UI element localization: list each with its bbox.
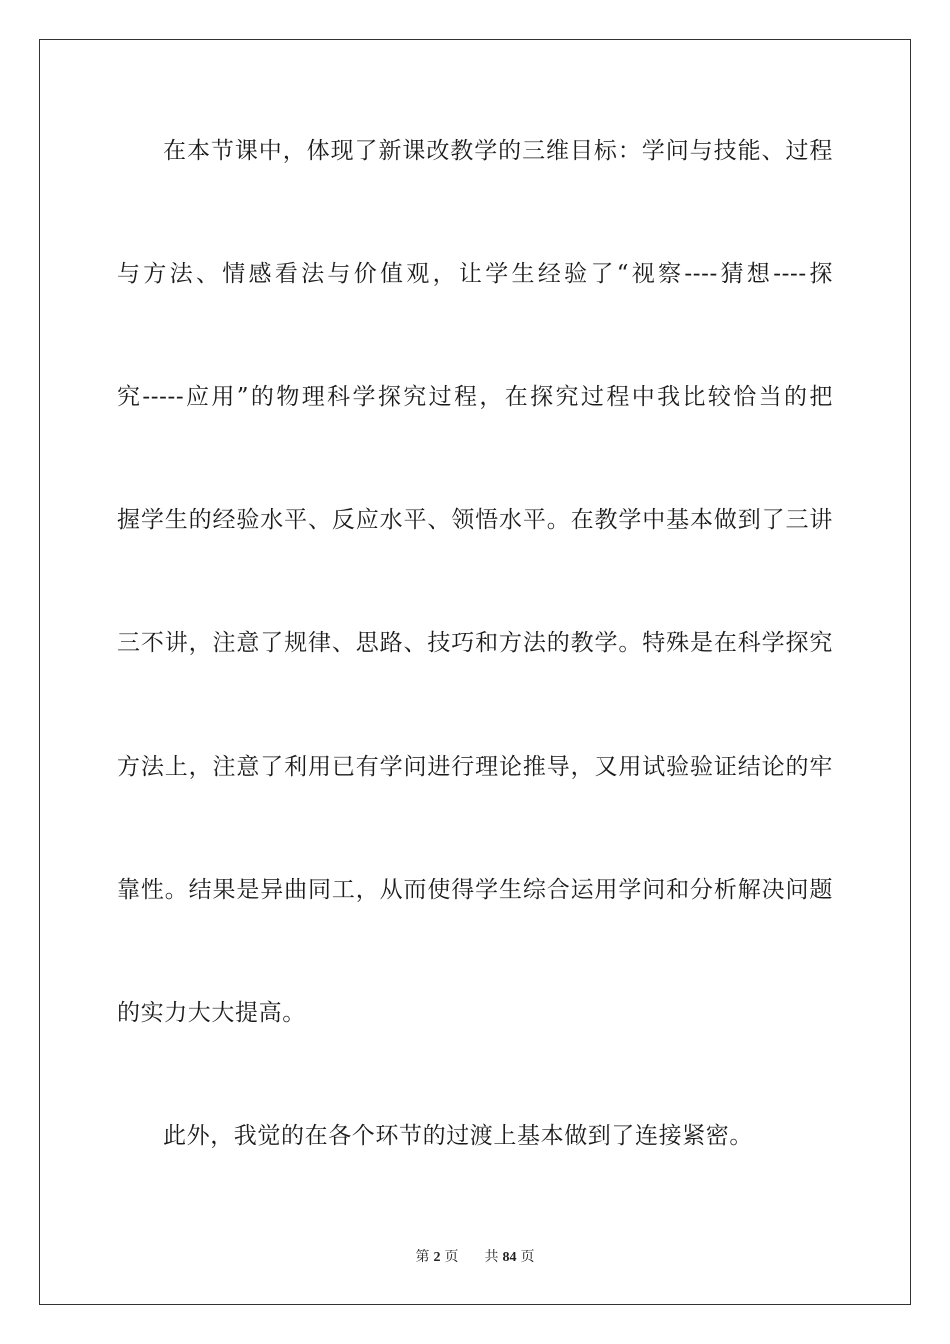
paragraph-line: 与方法、情感看法与价值观，让学生经验了“视察----猜想----探 — [117, 261, 833, 287]
page-suffix: 页 — [444, 1250, 459, 1265]
total-prefix: 共 — [484, 1250, 499, 1265]
total-pages-indicator — [483, 1250, 537, 1265]
total-pages: 84 — [502, 1250, 517, 1265]
paragraph-line: 此外，我觉的在各个环节的过渡上基本做到了连接紧密。 — [163, 1123, 753, 1149]
paragraph-line: 握学生的经验水平、反应水平、领悟水平。在教学中基本做到了三讲 — [117, 507, 833, 533]
paragraph-line: 的实力大大提高。 — [117, 1000, 306, 1026]
paragraph-line: 方法上，注意了利用已有学问进行理论推导，又用试验验证结论的牢 — [117, 754, 833, 780]
page-footer — [0, 1246, 950, 1266]
paragraph-line: 究-----应用”的物理科学探究过程，在探究过程中我比较恰当的把 — [117, 384, 833, 410]
page-indicator — [414, 1250, 461, 1265]
page-number: 2 — [433, 1250, 441, 1265]
paragraph-line: 三不讲，注意了规律、思路、技巧和方法的教学。特殊是在科学探究 — [117, 630, 833, 656]
total-suffix: 页 — [520, 1250, 535, 1265]
page-border — [39, 39, 911, 1305]
page-prefix: 第 — [415, 1250, 430, 1265]
paragraph-line: 在本节课中，体现了新课改教学的三维目标：学问与技能、过程 — [163, 138, 833, 164]
paragraph-line: 靠性。结果是异曲同工，从而使得学生综合运用学问和分析解决问题 — [117, 877, 833, 903]
